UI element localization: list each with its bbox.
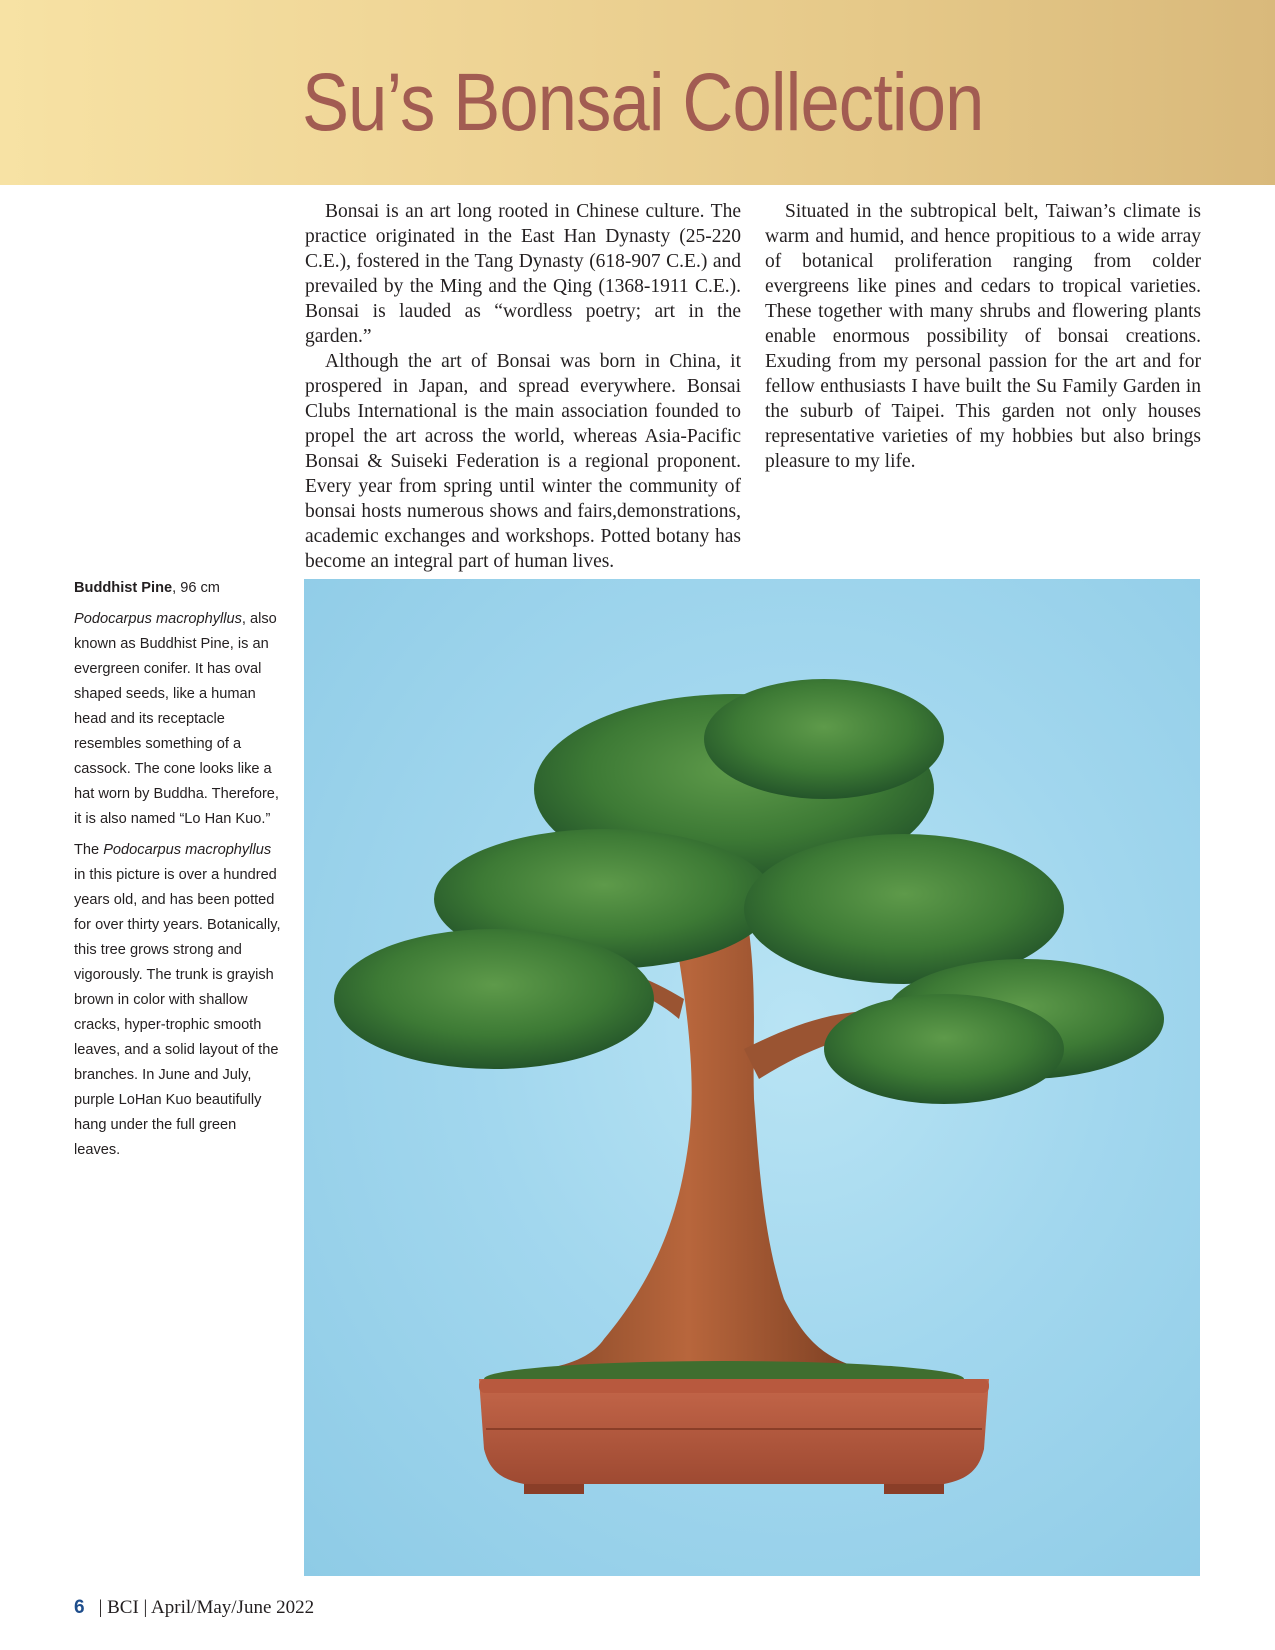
publication-info: | BCI | April/May/June 2022 bbox=[98, 1597, 315, 1618]
photo-caption bbox=[74, 576, 282, 1169]
caption-text: , also known as Buddhist Pine, is an evergreen conifer. It has oval shaped seeds, like a human head and its receptacle resembles something of a cassock. The cone looks like a hat worn by Buddha. Therefore, it is also named “Lo Han Kuo.” bbox=[74, 611, 279, 827]
page-number: 6 bbox=[74, 1597, 85, 1618]
caption-paragraph bbox=[74, 607, 282, 832]
caption-heading bbox=[74, 576, 282, 601]
caption-latin-name: Podocarpus macrophyllus bbox=[103, 842, 272, 858]
caption-paragraph bbox=[74, 838, 282, 1163]
bonsai-buddhist-pine-icon bbox=[304, 579, 1200, 1576]
page-title: Su’s Bonsai Collection bbox=[302, 57, 984, 148]
article-paragraph: Although the art of Bonsai was born in China, it prospered in Japan, and spread everywhere. Bonsai Clubs International is the main association founded to propel the art across the world, whereas Asia-Pacific Bonsai & Suiseki Federation is a regional proponent. Every year from spring until winter the community of bonsai hosts numerous shows and fairs,demonstrations, academic exchanges and workshops. Potted botany has become an integral part of human lives. bbox=[305, 351, 741, 572]
caption-title: Buddhist Pine bbox=[74, 580, 173, 596]
article-paragraph: Situated in the subtropical belt, Taiwan’s climate is warm and humid, and hence propitious to a wide array of botanical proliferation ranging from colder evergreens like pines and cedars to tropical varieties. These together with many shrubs and flowering plants enable enormous possibility of bonsai creations. Exuding from my personal passion for the art and for fellow enthusiasts I have built the Su Family Garden in the suburb of Taipei. This garden not only houses representative varieties of my hobbies but also brings pleasure to my life. bbox=[765, 201, 1201, 472]
bonsai-photo bbox=[304, 579, 1200, 1576]
caption-size: , 96 cm bbox=[172, 580, 220, 596]
caption-text: in this picture is over a hundred years old, and has been potted for over thirty years. Botanically, this tree grows strong and vigorously. The trunk is grayish brown in color with shallow cracks, hyper-trophic smooth leaves, and a solid layout of the branches. In June and July, purple LoHan Kuo beautifully hang under the full green leaves. bbox=[74, 867, 281, 1158]
article-paragraph: Bonsai is an art long rooted in Chinese culture. The practice originated in the East Han Dynasty (25-220 C.E.), fostered in the Tang Dynasty (618-907 C.E.) and prevailed by the Ming and the Qing (1368-1911 C.E.). Bonsai is lauded as “wordless poetry; art in the garden.” bbox=[305, 201, 741, 347]
article-column-left bbox=[305, 199, 741, 574]
article-column-right bbox=[765, 199, 1201, 474]
caption-latin-name: Podocarpus macrophyllus bbox=[74, 611, 242, 627]
page-footer bbox=[74, 1597, 314, 1619]
caption-text: The bbox=[74, 842, 104, 858]
